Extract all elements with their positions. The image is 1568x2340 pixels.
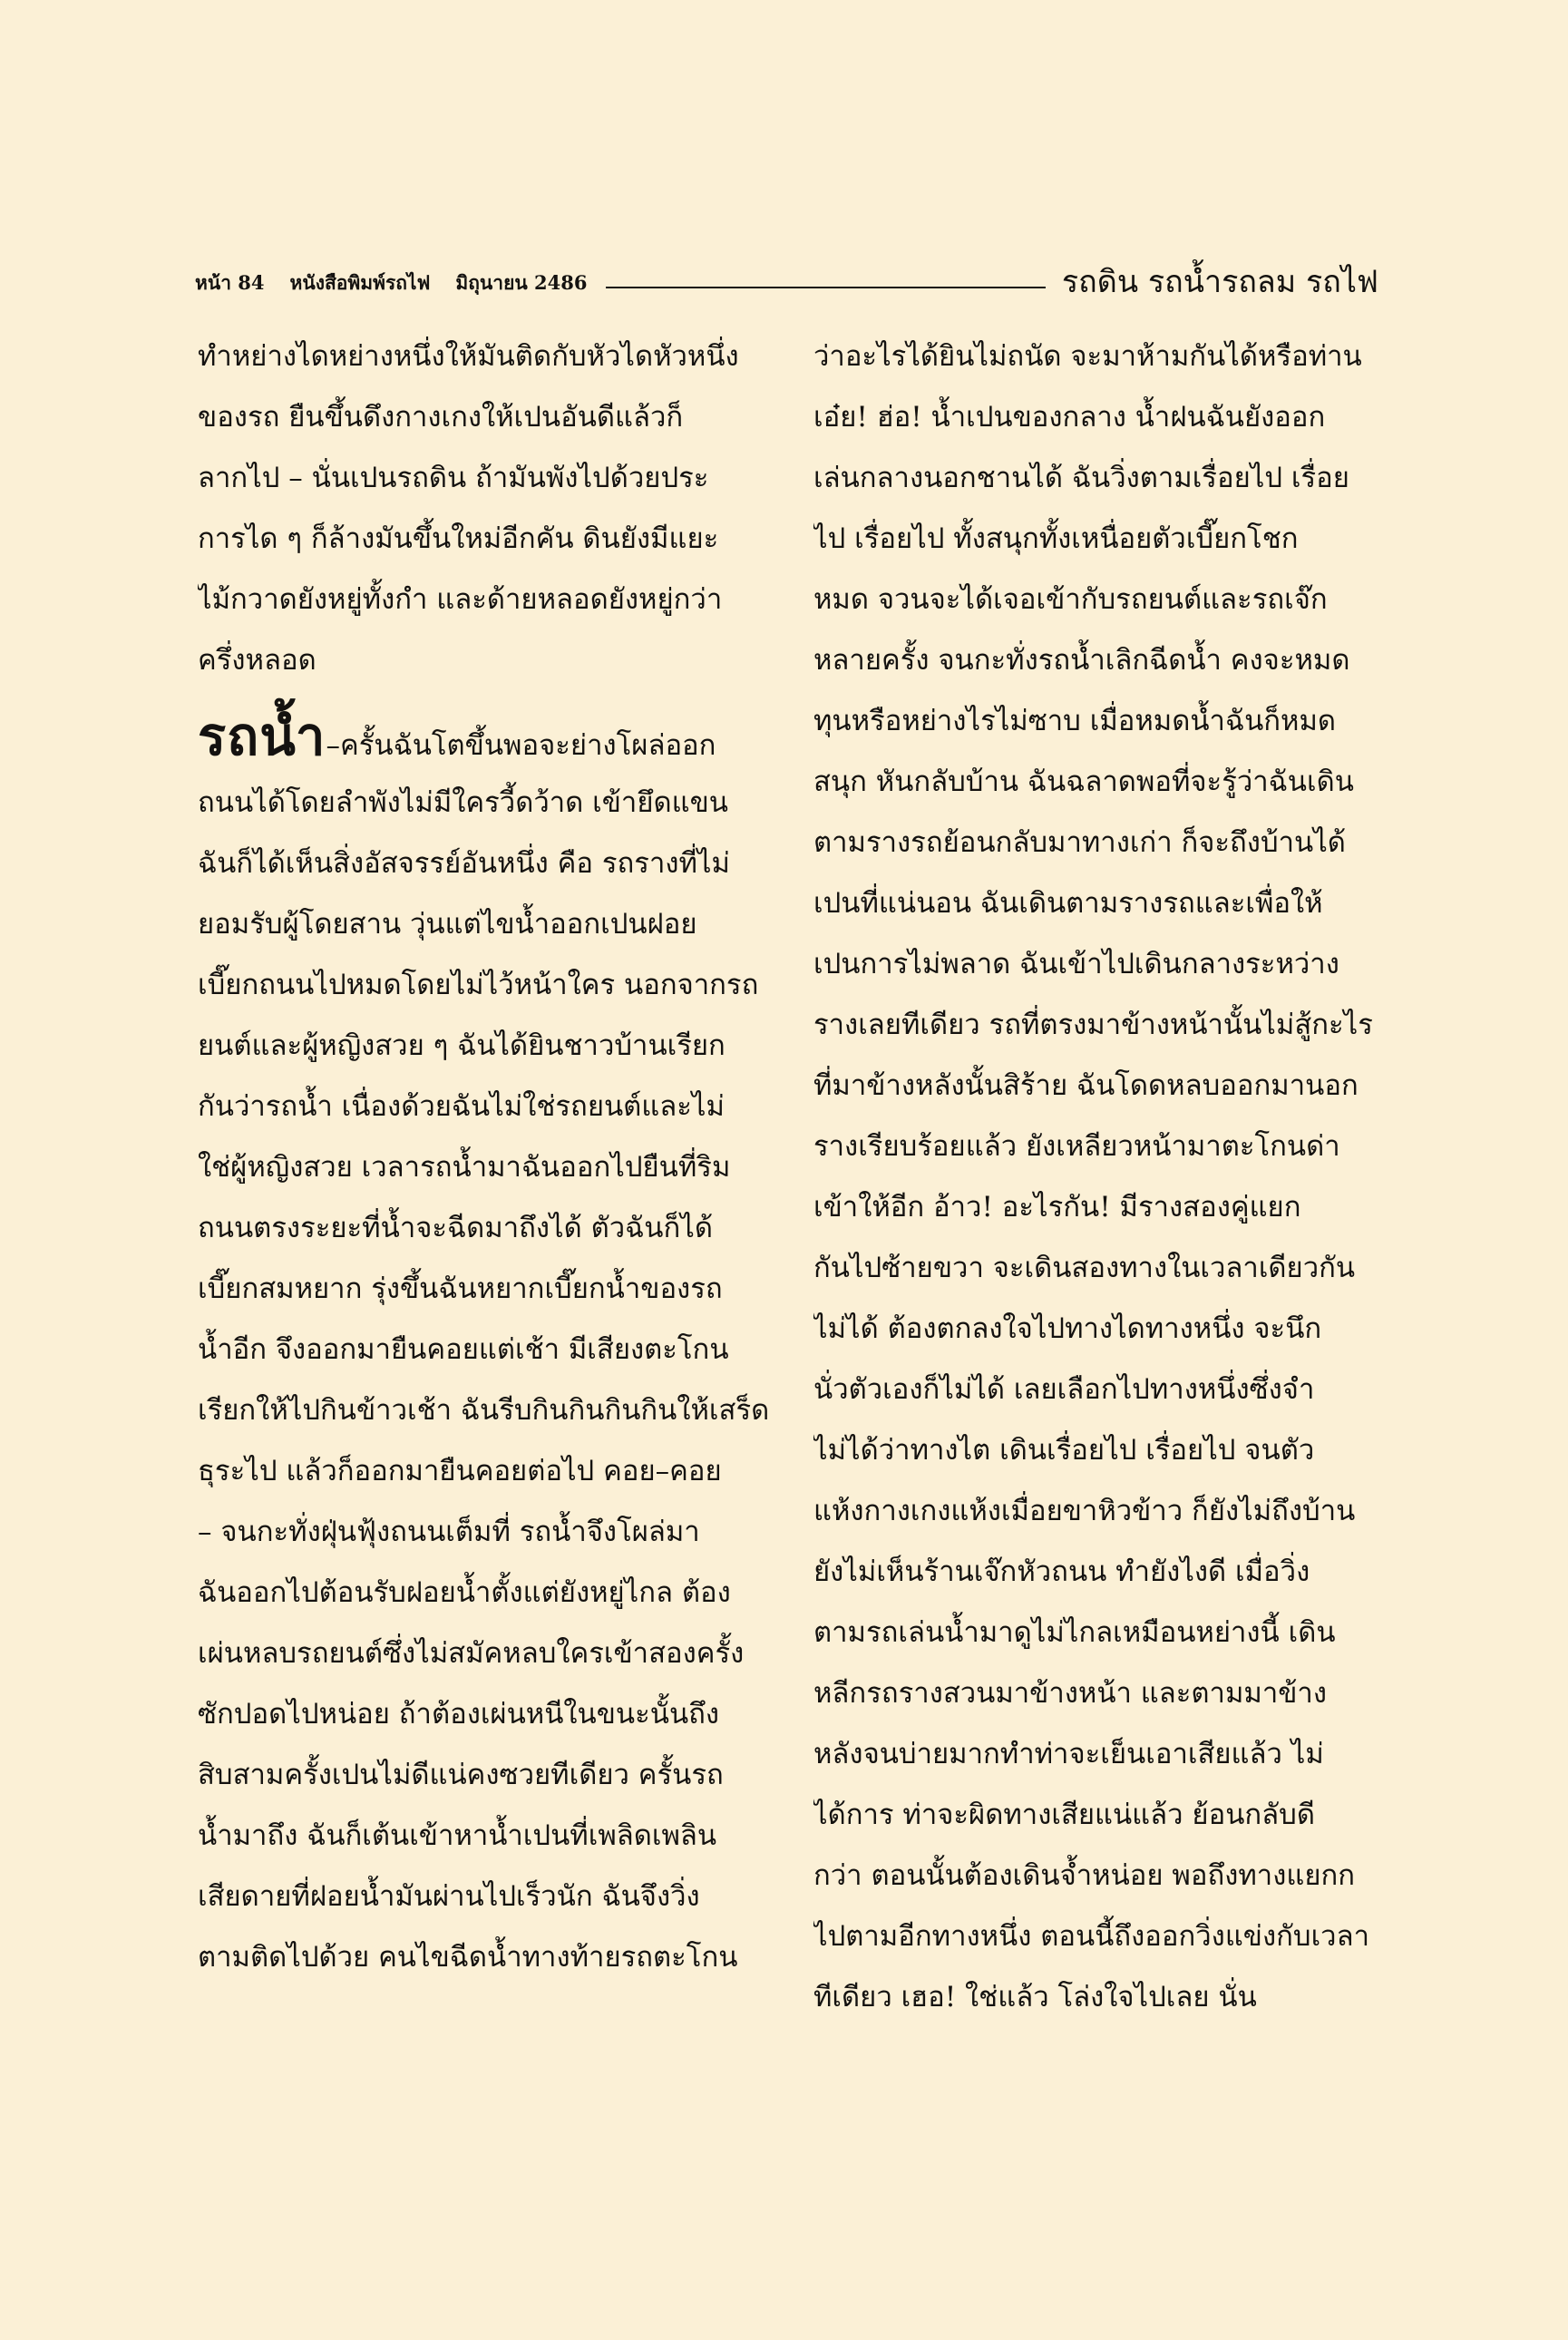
text-line: ที่มาข้างหลังนั้นสิร้าย ฉันโดดหลบออกมานอก <box>813 1069 1359 1102</box>
text-line: น้ำอีก จึงออกมายืนคอยแต่เช้า มีเสียงตะโกน <box>198 1333 729 1366</box>
text-line: ได้การ ท่าจะผิดทางเสียแน่แล้ว ย้อนกลับดี <box>813 1799 1315 1831</box>
text-line: เบี๊ยกสมหยาก รุ่งขึ้นฉันหยากเบี๊ยกน้ำของรถ <box>198 1272 723 1305</box>
text-line: หมด จวนจะได้เจอเข้ากับรถยนต์และรถเจ๊ก <box>813 583 1328 616</box>
text-line: ธุระไป แล้วก็ออกมายืนคอยต่อไป คอย–คอย <box>198 1455 722 1487</box>
text-line: รางเลยทีเดียว รถที่ตรงมาข้างหน้านั้นไม่สู้กะไร <box>813 1009 1373 1041</box>
text-line: เล่นกลางนอกชานได้ ฉันวิ่งตามเรื่อยไป เรื่อย <box>813 462 1349 494</box>
text-line: ไม่ได้ ต้องตกลงใจไปทางไดทางหนึ่ง จะนึก <box>813 1312 1322 1345</box>
section-heading: รถน้ำ <box>198 706 326 767</box>
text-line: ครึ่งหลอด <box>198 644 317 677</box>
text-line: ฉันก็ได้เห็นสิ่งอัสจรรย์อันหนึ่ง คือ รถรางที่ไม่ <box>198 847 730 880</box>
text-line: – จนกะทั่งฝุ่นฟุ้งถนนเต็มที่ รถน้ำจึงโผล่มา <box>198 1516 700 1548</box>
text-line: ทำหย่างไดหย่างหนึ่งให้มันติดกับหัวไดหัวหนึ่ง <box>198 340 739 373</box>
text-line: นั่วตัวเองก็ไม่ได้ เลยเลือกไปทางหนึ่งซึ่งจำ <box>813 1373 1315 1406</box>
text-line: ถนนได้โดยลำพังไม่มีใครวี้ดว้าด เข้ายึดแขน <box>198 786 728 819</box>
text-line: กันว่ารถน้ำ เนื่องด้วยฉันไม่ใช่รถยนต์และไม่ <box>198 1090 725 1123</box>
text-line: ของรถ ยืนขึ้นดึงกางเกงให้เปนอันดีแล้วก็ <box>198 401 684 434</box>
text-line: เข้าให้อีก อ้าว! อะไรกัน! มีรางสองคู่แยก <box>813 1191 1301 1224</box>
text-line: ยังไม่เห็นร้านเจ๊กหัวถนน ทำยังไงดี เมื่อวิ่ง <box>813 1555 1310 1588</box>
text-line: ไม่ได้ว่าทางไต เดินเรื่อยไป เรื่อยไป จนตัว <box>813 1434 1315 1467</box>
text-line: ตามรางรถย้อนกลับมาทางเก่า ก็จะถึงบ้านได้ <box>813 826 1346 859</box>
text-line: ซักปอดไปหน่อย ถ้าต้องเผ่นหนีในขนะนั้นถึง <box>198 1698 720 1731</box>
text-line: เรียกให้ไปกินข้าวเช้า ฉันรีบกินกินกินกินให้เสร็ด <box>198 1394 770 1427</box>
text-line: น้ำมาถึง ฉันก็เต้นเข้าหาน้ำเปนที่เพลิดเพลิน <box>198 1819 717 1852</box>
text-line: ไปตามอีกทางหนึ่ง ตอนนี้ถึงออกวิ่งแข่งกับเวลา <box>813 1920 1369 1953</box>
section-heading-rest: –ครั้นฉันโตขึ้นพอจะย่างโผล่ออก <box>326 729 716 762</box>
text-line: ฉันออกไปต้อนรับฝอยน้ำตั้งแต่ยังหยู่ไกล ต้อง <box>198 1576 731 1609</box>
text-line: สิบสามครั้งเปนไม่ดีแน่คงซวยทีเดียว ครั้นรถ <box>198 1759 724 1791</box>
text-line: ไม้กวาดยังหยู่ทั้งกำ และด้ายหลอดยังหยู่กว่า <box>198 583 723 616</box>
text-line: สนุก หันกลับบ้าน ฉันฉลาดพอที่จะรู้ว่าฉันเดิน <box>813 765 1354 798</box>
text-line: ทุนหรือหย่างไรไม่ซาบ เมื่อหมดน้ำฉันก็หมด <box>813 705 1337 737</box>
publication-name: หนังสือพิมพ์รถไฟ <box>289 271 431 294</box>
right-column <box>813 327 1394 2028</box>
text-line: เปนการไม่พลาด ฉันเข้าไปเดินกลางระหว่าง <box>813 948 1339 980</box>
text-line: แห้งกางเกงแห้งเมื่อยขาหิวข้าว ก็ยังไม่ถึงบ้าน <box>813 1495 1356 1527</box>
text-line: ถนนตรงระยะที่น้ำจะฉีดมาถึงได้ ตัวฉันก็ได้ <box>198 1212 713 1244</box>
text-line: ทีเดียว เฮอ! ใช่แล้ว โล่งใจไปเลย นั่น <box>813 1981 1257 2013</box>
text-line: หลายครั้ง จนกะทั่งรถน้ำเลิกฉีดน้ำ คงจะหมด <box>813 644 1350 677</box>
text-line: เปนที่แน่นอน ฉันเดินตามรางรถและเพื่อให้ <box>813 887 1323 920</box>
text-line: ยอมรับผู้โดยสาน วุ่นแต่ไขน้ำออกเปนฝอย <box>198 908 697 941</box>
text-line: ว่าอะไรได้ยินไม่ถนัด จะมาห้ามกันได้หรือท่าน <box>813 340 1362 373</box>
header-rule <box>606 287 1046 288</box>
running-header <box>195 258 1378 313</box>
text-line: รางเรียบร้อยแล้ว ยังเหลียวหน้ามาตะโกนด่า <box>813 1130 1340 1163</box>
text-line: ตามติดไปด้วย คนไขฉีดน้ำทางท้ายรถตะโกน <box>198 1941 738 1974</box>
left-column <box>198 327 778 1988</box>
header-left <box>195 268 588 313</box>
text-line: หลีกรถรางสวนมาข้างหน้า และตามมาข้าง <box>813 1677 1327 1710</box>
text-line: เสียดายที่ฝอยน้ำมันผ่านไปเร็วนัก ฉันจึงวิ่ง <box>198 1880 700 1913</box>
publication-date: มิถุนายน 2486 <box>455 271 588 294</box>
text-line: กันไปซ้ายขวา จะเดินสองทางในเวลาเดียวกัน <box>813 1252 1356 1284</box>
text-line: เอ๋ย! ฮ่อ! น้ำเปนของกลาง น้ำฝนฉันยังออก <box>813 401 1326 434</box>
article-title: รถดิน รถน้ำรถลม รถไฟ <box>1061 264 1378 300</box>
text-line: หลังจนบ่ายมากทำท่าจะเย็นเอาเสียแล้ว ไม่ <box>813 1738 1324 1770</box>
text-line: การได ๆ ก็ล้างมันขึ้นใหม่อีกคัน ดินยังมีแยะ <box>198 522 719 555</box>
text-line: เบี๊ยกถนนไปหมดโดยไม่ไว้หน้าใคร นอกจากรถ <box>198 969 759 1001</box>
text-line: ยนต์และผู้หญิงสวย ๆ ฉันได้ยินชาวบ้านเรียก <box>198 1029 726 1062</box>
text-line: ตามรถเล่นน้ำมาดูไม่ไกลเหมือนหย่างนี้ เดิน <box>813 1616 1336 1649</box>
text-line: ไป เรื่อยไป ทั้งสนุกทั้งเหนื่อยตัวเบี๊ยกโชก <box>813 522 1299 555</box>
text-line: ลากไป – นั่นเปนรถดิน ถ้ามันพังไปด้วยประ <box>198 462 709 494</box>
section-heading-line <box>198 691 778 773</box>
page-number: หน้า 84 <box>195 271 265 294</box>
text-line: เผ่นหลบรถยนต์ซึ่งไม่สมัคหลบใครเข้าสองครั้ง <box>198 1637 745 1670</box>
text-line: ใช่ผู้หญิงสวย เวลารถน้ำมาฉันออกไปยืนที่ริม <box>198 1151 731 1184</box>
text-line: กว่า ตอนนั้นต้องเดินจ้ำหน่อย พอถึงทางแยกก <box>813 1859 1356 1892</box>
